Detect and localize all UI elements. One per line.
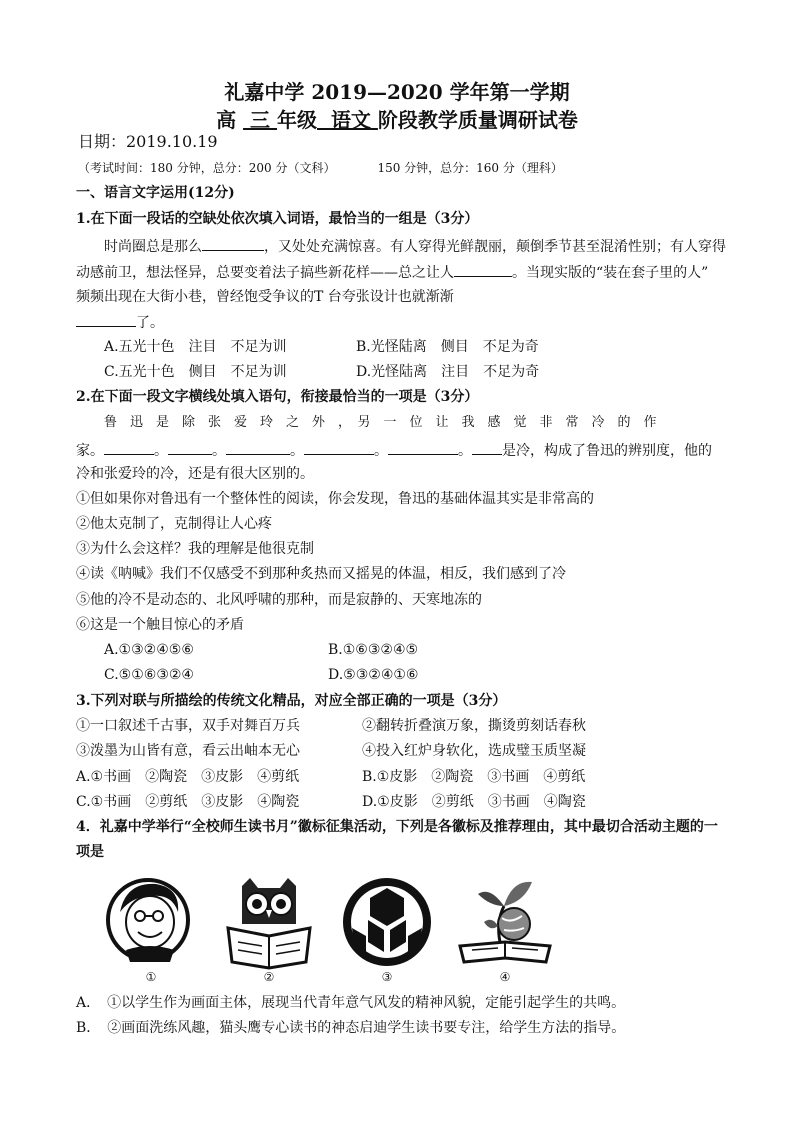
q3-couplet-2: ②翻转折叠演万象，撕烫剪刻话春秋	[362, 718, 586, 734]
sprout-book-icon	[450, 872, 560, 972]
q3-option-c[interactable]: C.①书画 ②剪纸 ③皮影 ④陶瓷	[76, 794, 300, 810]
emblem-1-label: ①	[145, 970, 157, 984]
q1-para-line1: 时尚圈总是那么 ，又处处充满惊喜。有人穿得光鲜靓丽，颠倒季节甚至混淆性别；有人穿得	[104, 236, 726, 256]
emblem-2-label: ②	[263, 970, 275, 984]
q3-option-b[interactable]: B.①皮影 ②陶瓷 ③书画 ④剪纸	[362, 769, 586, 785]
q2-option-b[interactable]: B.①⑥③②④⑤	[328, 642, 419, 658]
q1-blank-1	[202, 236, 264, 251]
q1-option-d[interactable]: D.光怪陆离 注目 不足为奇	[356, 364, 540, 380]
exam-title-line2	[0, 104, 794, 133]
q4-stem-line2: 项是	[76, 844, 104, 860]
emblem-1[interactable]	[96, 872, 206, 984]
emblem-4[interactable]	[450, 872, 560, 984]
q3-couplet-3: ③泼墨为山皆有意，看云出岫本无心	[76, 743, 300, 759]
title-part-gao: 高	[216, 108, 237, 132]
q2-blank-4	[304, 440, 374, 455]
q1-para-line2: 动感前卫，想法怪异，总要变着法子搞些新花样——总之让人 。当现实版的“装在套子里的人”	[76, 262, 708, 282]
q3-option-a[interactable]: A.①书画 ②陶瓷 ③皮影 ④剪纸	[76, 769, 300, 785]
q2-blank-3	[226, 440, 290, 455]
geometric-book-icon	[332, 872, 442, 972]
emblem-2[interactable]	[214, 872, 324, 984]
title-part-nianji: 年级	[277, 108, 317, 132]
q2-option-a[interactable]: A.①③②④⑤⑥	[104, 642, 194, 658]
q2-item-4: ④读《呐喊》我们不仅感受不到那种炙热而又摇晃的体温，相反，我们感到了冷	[76, 566, 566, 582]
title-part-grade: 三	[250, 108, 271, 132]
q1-para-line3: 频频出现在大街小巷，曾经饱受争议的T 台夸张设计也就渐渐	[76, 289, 454, 305]
q3-couplet-4: ④投入红炉身软化，选成璧玉质坚凝	[362, 743, 586, 759]
q2-para-line3: 冷和张爱玲的冷，还是有很大区别的。	[76, 466, 314, 482]
section-1-heading: 一、语言文字运用(12分)	[76, 185, 235, 201]
q2-option-d[interactable]: D.⑤③②④①⑥	[328, 667, 419, 683]
emblem-3[interactable]	[332, 872, 442, 984]
q2-blank-1	[104, 440, 154, 455]
title-part-rest: 阶段教学质量调研试卷	[377, 108, 578, 132]
exam-time-note: （考试时间：180 分钟，总分：200 分（文科） 150 分钟，总分：160 分（理科）	[78, 161, 563, 175]
q3-couplet-1: ①一口叙述千古事，双手对舞百万兵	[76, 718, 300, 734]
q1-stem: 1.在下面一段话的空缺处依次填入词语，最恰当的一组是（3分）	[76, 211, 479, 227]
q2-blank-2	[168, 440, 212, 455]
q1-blank-2	[454, 262, 512, 277]
q2-blank-5	[388, 440, 458, 455]
title-part-subject: 语文	[330, 108, 371, 132]
q2-item-6: ⑥这是一个触目惊心的矛盾	[76, 617, 244, 633]
q3-stem: 3.下列对联与所描绘的传统文化精品，对应全部正确的一项是（3分）	[76, 693, 507, 709]
emblem-3-label: ③	[381, 970, 393, 984]
q1-option-c[interactable]: C.五光十色 侧目 不足为训	[104, 364, 287, 380]
q1-option-a[interactable]: A.五光十色 注目 不足为训	[104, 339, 287, 355]
q4-option-a[interactable]: A． ①以学生作为画面主体，展现当代青年意气风发的精神风貌，定能引起学生的共鸣。	[76, 995, 626, 1011]
q2-stem: 2.在下面一段文字横线处填入语句，衔接最恰当的一项是（3分）	[76, 389, 479, 405]
emblem-gallery	[96, 872, 556, 984]
exam-title-line1: 礼嘉中学 2019—2020 学年第一学期	[224, 80, 570, 104]
owl-reading-icon	[214, 872, 324, 972]
q2-para-line1: 鲁 迅 是 除 张 爱 玲 之 外 ， 另 一 位 让 我 感 觉 非 常 冷 的 作	[104, 415, 657, 430]
q2-item-5: ⑤他的冷不是动态的、北风呼啸的那种，而是寂静的、天寒地冻的	[76, 592, 482, 608]
q1-blank-3	[76, 312, 136, 327]
exam-date: 日期：2019.10.19	[78, 132, 218, 151]
q4-stem-line1: 4．礼嘉中学举行“全校师生读书月”徽标征集活动，下列是各徽标及推荐理由，其中最切合活动主题的一	[76, 819, 718, 835]
student-face-icon	[96, 872, 206, 972]
q2-item-1: ①但如果你对鲁迅有一个整体性的阅读，你会发现，鲁迅的基础体温其实是非常高的	[76, 491, 594, 507]
q3-option-d[interactable]: D.①皮影 ②剪纸 ③书画 ④陶瓷	[362, 794, 586, 810]
q4-option-b[interactable]: B． ②画面洗练风趣，猫头鹰专心读书的神态启迪学生读书要专注，给学生方法的指导。	[76, 1020, 626, 1036]
q2-option-c[interactable]: C.⑤①⑥③②④	[104, 667, 194, 683]
q1-para-line4: 了。	[76, 312, 164, 332]
q2-blank-6	[472, 440, 502, 455]
emblem-4-label: ④	[499, 970, 511, 984]
q1-option-b[interactable]: B.光怪陆离 侧目 不足为奇	[356, 339, 539, 355]
q2-item-3: ③为什么会这样？我的理解是他很克制	[76, 541, 314, 557]
q2-para-line2: 家。 。 。 。 。 。 是冷，构成了鲁迅的辨别度，他的	[76, 440, 712, 460]
q2-item-2: ②他太克制了，克制得让人心疼	[76, 516, 272, 532]
